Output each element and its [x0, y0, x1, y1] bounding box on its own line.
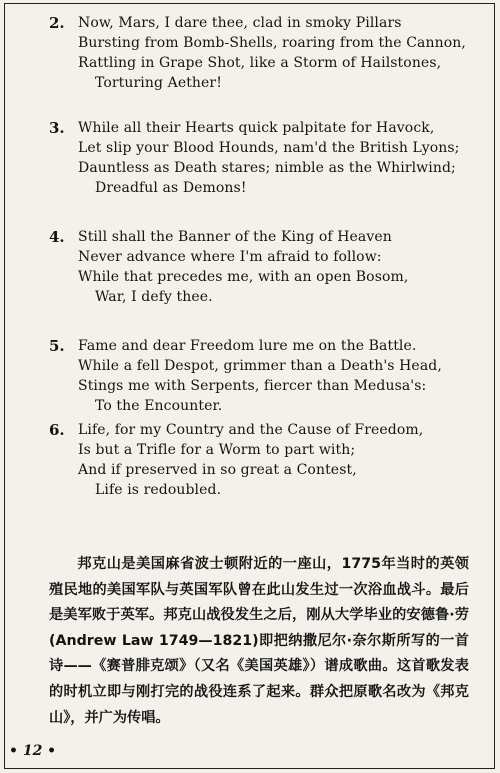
- verse-line: Torturing Aether!: [95, 75, 222, 91]
- verse-line: Dauntless as Death stares; nimble as the Whirlwind;: [78, 160, 456, 176]
- verse-line: Is but a Trifle for a Worm to part with;: [78, 442, 356, 458]
- stanza-number: 3.: [49, 119, 65, 137]
- verse-line: Now, Mars, I dare thee, clad in smoky Pillars: [78, 15, 402, 31]
- verse-line: Never advance where I'm afraid to follow:: [78, 249, 382, 265]
- stanza-lines: [78, 13, 488, 93]
- verse-line: Bursting from Bomb-Shells, roaring from the Cannon,: [78, 35, 466, 51]
- verse-line: While all their Hearts quick palpitate for Havock,: [78, 120, 435, 136]
- verse-line: While a fell Despot, grimmer than a Death's Head,: [78, 358, 442, 374]
- verse-line: Rattling in Grape Shot, like a Storm of Hailstones,: [78, 55, 442, 71]
- verse-line: Fame and dear Freedom lure me on the Battle.: [78, 338, 417, 354]
- stanza-lines: [78, 420, 488, 500]
- verse-line: Stings me with Serpents, fiercer than Medusa's:: [78, 378, 427, 394]
- verse-line: War, I defy thee.: [95, 289, 213, 305]
- verse-line: Dreadful as Demons!: [95, 180, 247, 196]
- verse-line: Life is redoubled.: [95, 482, 222, 498]
- verse-line: While that precedes me, with an open Bosom,: [78, 269, 409, 285]
- stanza-number: 5.: [49, 337, 65, 355]
- explanatory-note: 邦克山是美国麻省波士顿附近的一座山，1775年当时的英领殖民地的美国军队与英国军队曾在此山发生过一次浴血战斗。最后是美军败于英军。邦克山战役发生之后，刚从大学毕业的安德鲁·劳(Andrew Law 1749—1821)即把纳撒尼尔·奈尔斯所写的一首诗——《赛普腓克颂》（又名《美国英雄》）谱成歌曲。这首歌发表的时机立即与刚打完的战役连系了起来。群众把原歌名改为《邦克山》，并广为传唱。: [49, 556, 469, 726]
- stanza-number: 4.: [49, 228, 65, 246]
- verse-line: Life, for my Country and the Cause of Freedom,: [78, 422, 424, 438]
- verse-line: To the Encounter.: [95, 398, 223, 414]
- verse-line: Let slip your Blood Hounds, nam'd the British Lyons;: [78, 140, 460, 156]
- stanza-lines: [78, 118, 488, 198]
- stanza-lines: [78, 227, 488, 307]
- verse-line: And if preserved in so great a Contest,: [78, 462, 357, 478]
- stanza-number: 2.: [49, 14, 65, 32]
- page-number: • 12 •: [9, 743, 57, 759]
- stanza-lines: [78, 336, 488, 416]
- stanza-number: 6.: [49, 421, 65, 439]
- verse-line: Still shall the Banner of the King of Heaven: [78, 229, 392, 245]
